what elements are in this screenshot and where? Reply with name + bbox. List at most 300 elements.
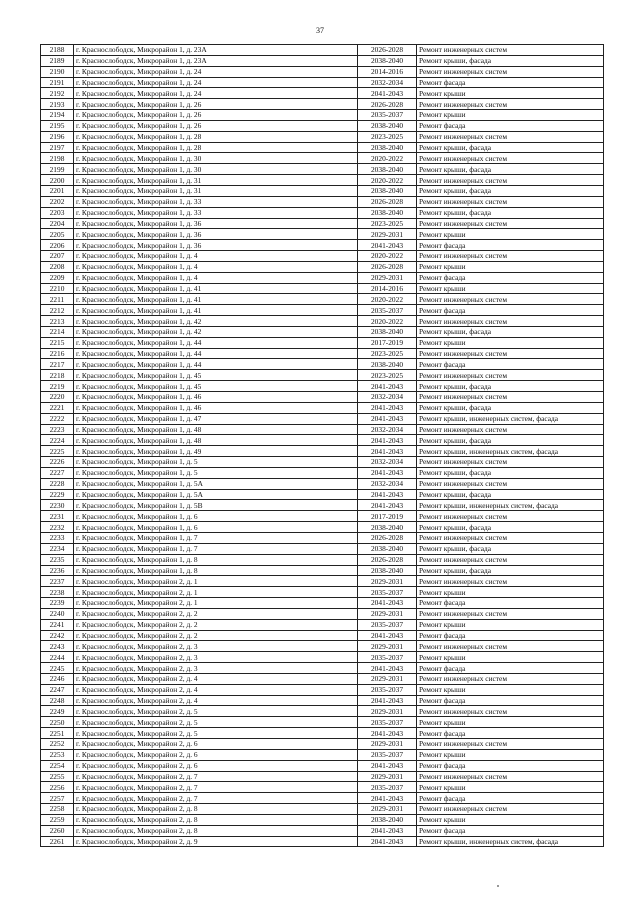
table-row: [41, 695, 604, 706]
row-number-cell: 2206: [41, 240, 74, 251]
row-number-cell: 2235: [41, 554, 74, 565]
address-cell: г. Краснослободск, Микрорайон 2, д. 5: [74, 728, 358, 739]
row-number-cell: 2197: [41, 142, 74, 153]
work-type-cell: Ремонт инженерных систем: [417, 739, 604, 750]
work-type-cell: Ремонт крыши: [417, 587, 604, 598]
address-cell: г. Краснослободск, Микрорайон 2, д. 8: [74, 804, 358, 815]
row-number-cell: 2188: [41, 45, 74, 56]
period-cell: 2026-2028: [358, 532, 417, 543]
table-row: [41, 207, 604, 218]
table-row: [41, 760, 604, 771]
table-row: [41, 446, 604, 457]
work-type-cell: Ремонт инженерных систем: [417, 348, 604, 359]
period-cell: 2020-2022: [358, 294, 417, 305]
period-cell: 2023-2025: [358, 370, 417, 381]
work-type-cell: Ремонт инженерных систем: [417, 511, 604, 522]
period-cell: 2020-2022: [358, 175, 417, 186]
table-row: [41, 467, 604, 478]
row-number-cell: 2250: [41, 717, 74, 728]
address-cell: г. Краснослободск, Микрорайон 1, д. 45: [74, 370, 358, 381]
work-type-cell: Ремонт инженерных систем: [417, 673, 604, 684]
address-cell: г. Краснослободск, Микрорайон 1, д. 49: [74, 446, 358, 457]
address-cell: г. Краснослободск, Микрорайон 1, д. 8: [74, 565, 358, 576]
address-cell: г. Краснослободск, Микрорайон 2, д. 4: [74, 695, 358, 706]
period-cell: 2035-2037: [358, 782, 417, 793]
table-row: [41, 45, 604, 56]
row-number-cell: 2220: [41, 392, 74, 403]
row-number-cell: 2257: [41, 793, 74, 804]
table-row: [41, 392, 604, 403]
address-cell: г. Краснослободск, Микрорайон 2, д. 5: [74, 706, 358, 717]
table-row: [41, 402, 604, 413]
page-number: 37: [316, 26, 324, 35]
work-type-cell: Ремонт крыши: [417, 749, 604, 760]
table-row: [41, 663, 604, 674]
work-type-cell: Ремонт крыши, фасада: [417, 185, 604, 196]
table-row: [41, 804, 604, 815]
address-cell: г. Краснослободск, Микрорайон 1, д. 42: [74, 326, 358, 337]
period-cell: 2014-2016: [358, 66, 417, 77]
row-number-cell: 2230: [41, 500, 74, 511]
period-cell: 2020-2022: [358, 251, 417, 262]
work-type-cell: Ремонт крыши, фасада: [417, 207, 604, 218]
table-row: [41, 836, 604, 847]
row-number-cell: 2214: [41, 326, 74, 337]
period-cell: 2041-2043: [358, 88, 417, 99]
table-row: [41, 185, 604, 196]
row-number-cell: 2204: [41, 218, 74, 229]
table-row: [41, 55, 604, 66]
period-cell: 2038-2040: [358, 543, 417, 554]
row-number-cell: 2261: [41, 836, 74, 847]
address-cell: г. Краснослободск, Микрорайон 1, д. 6: [74, 511, 358, 522]
row-number-cell: 2238: [41, 587, 74, 598]
work-type-cell: Ремонт фасада: [417, 272, 604, 283]
row-number-cell: 2240: [41, 608, 74, 619]
work-type-cell: Ремонт крыши: [417, 88, 604, 99]
period-cell: 2038-2040: [358, 120, 417, 131]
period-cell: 2035-2037: [358, 749, 417, 760]
work-type-cell: Ремонт фасада: [417, 630, 604, 641]
work-type-cell: Ремонт крыши: [417, 110, 604, 121]
table-row: [41, 543, 604, 554]
row-number-cell: 2222: [41, 413, 74, 424]
work-type-cell: Ремонт инженерных систем: [417, 45, 604, 56]
table-row: [41, 283, 604, 294]
period-cell: 2029-2031: [358, 706, 417, 717]
address-cell: г. Краснослободск, Микрорайон 1, д. 33: [74, 207, 358, 218]
address-cell: г. Краснослободск, Микрорайон 1, д. 5А: [74, 489, 358, 500]
address-cell: г. Краснослободск, Микрорайон 1, д. 4: [74, 272, 358, 283]
table-row: [41, 814, 604, 825]
work-type-cell: Ремонт крыши, фасада: [417, 522, 604, 533]
row-number-cell: 2255: [41, 771, 74, 782]
period-cell: 2041-2043: [358, 446, 417, 457]
address-cell: г. Краснослободск, Микрорайон 1, д. 31: [74, 185, 358, 196]
table-row: [41, 99, 604, 110]
table-row: [41, 500, 604, 511]
row-number-cell: 2195: [41, 120, 74, 131]
table-row: [41, 522, 604, 533]
table-row: [41, 370, 604, 381]
work-type-cell: Ремонт крыши, фасада: [417, 142, 604, 153]
row-number-cell: 2216: [41, 348, 74, 359]
period-cell: 2038-2040: [358, 326, 417, 337]
work-type-cell: Ремонт инженерных систем: [417, 370, 604, 381]
table-row: [41, 511, 604, 522]
work-type-cell: Ремонт инженерных систем: [417, 294, 604, 305]
table-row: [41, 294, 604, 305]
address-cell: г. Краснослободск, Микрорайон 1, д. 44: [74, 348, 358, 359]
period-cell: 2017-2019: [358, 337, 417, 348]
period-cell: 2041-2043: [358, 381, 417, 392]
address-cell: г. Краснослободск, Микрорайон 2, д. 2: [74, 608, 358, 619]
period-cell: 2041-2043: [358, 760, 417, 771]
work-type-cell: Ремонт крыши: [417, 283, 604, 294]
address-cell: г. Краснослободск, Микрорайон 1, д. 41: [74, 294, 358, 305]
period-cell: 2041-2043: [358, 825, 417, 836]
row-number-cell: 2244: [41, 652, 74, 663]
table-row: [41, 793, 604, 804]
period-cell: 2029-2031: [358, 771, 417, 782]
row-number-cell: 2246: [41, 673, 74, 684]
row-number-cell: 2239: [41, 598, 74, 609]
table-row: [41, 608, 604, 619]
period-cell: 2029-2031: [358, 576, 417, 587]
row-number-cell: 2223: [41, 424, 74, 435]
work-type-cell: Ремонт фасада: [417, 663, 604, 674]
table-row: [41, 272, 604, 283]
work-type-cell: Ремонт инженерных систем: [417, 706, 604, 717]
address-cell: г. Краснослободск, Микрорайон 1, д. 24: [74, 77, 358, 88]
table-row: [41, 598, 604, 609]
work-type-cell: Ремонт крыши, фасада: [417, 435, 604, 446]
row-number-cell: 2208: [41, 261, 74, 272]
period-cell: 2041-2043: [358, 467, 417, 478]
table-row: [41, 717, 604, 728]
row-number-cell: 2227: [41, 467, 74, 478]
table-row: [41, 88, 604, 99]
work-type-cell: Ремонт инженерных систем: [417, 424, 604, 435]
row-number-cell: 2247: [41, 684, 74, 695]
period-cell: 2017-2019: [358, 511, 417, 522]
work-type-cell: Ремонт крыши, фасада: [417, 164, 604, 175]
table-row: [41, 554, 604, 565]
table-row: [41, 77, 604, 88]
row-number-cell: 2215: [41, 337, 74, 348]
table-row: [41, 532, 604, 543]
period-cell: 2026-2028: [358, 99, 417, 110]
work-type-cell: Ремонт инженерных систем: [417, 251, 604, 262]
work-type-cell: Ремонт крыши, фасада: [417, 381, 604, 392]
table-row: [41, 316, 604, 327]
period-cell: 2023-2025: [358, 218, 417, 229]
work-type-cell: Ремонт фасада: [417, 728, 604, 739]
address-cell: г. Краснослободск, Микрорайон 2, д. 1: [74, 587, 358, 598]
period-cell: 2035-2037: [358, 652, 417, 663]
period-cell: 2029-2031: [358, 272, 417, 283]
row-number-cell: 2245: [41, 663, 74, 674]
row-number-cell: 2201: [41, 185, 74, 196]
work-type-cell: Ремонт крыши: [417, 619, 604, 630]
work-type-cell: Ремонт крыши, фасада: [417, 565, 604, 576]
period-cell: 2035-2037: [358, 717, 417, 728]
work-type-cell: Ремонт крыши, фасада: [417, 326, 604, 337]
work-type-cell: Ремонт крыши: [417, 684, 604, 695]
period-cell: 2032-2034: [358, 478, 417, 489]
address-cell: г. Краснослободск, Микрорайон 2, д. 6: [74, 749, 358, 760]
table-row: [41, 153, 604, 164]
work-type-cell: Ремонт крыши, инженерных систем, фасада: [417, 500, 604, 511]
table-row: [41, 413, 604, 424]
address-cell: г. Краснослободск, Микрорайон 2, д. 2: [74, 619, 358, 630]
address-cell: г. Краснослободск, Микрорайон 1, д. 24: [74, 66, 358, 77]
address-cell: г. Краснослободск, Микрорайон 1, д. 48: [74, 424, 358, 435]
work-type-cell: Ремонт инженерных систем: [417, 392, 604, 403]
row-number-cell: 2259: [41, 814, 74, 825]
work-type-cell: Ремонт крыши, инженерных систем, фасада: [417, 413, 604, 424]
row-number-cell: 2256: [41, 782, 74, 793]
work-type-cell: Ремонт крыши, фасада: [417, 543, 604, 554]
work-type-cell: Ремонт инженерных систем: [417, 532, 604, 543]
work-type-cell: Ремонт фасада: [417, 825, 604, 836]
period-cell: 2041-2043: [358, 435, 417, 446]
address-cell: г. Краснослободск, Микрорайон 2, д. 1: [74, 576, 358, 587]
table-row: [41, 565, 604, 576]
period-cell: 2035-2037: [358, 587, 417, 598]
period-cell: 2032-2034: [358, 392, 417, 403]
row-number-cell: 2199: [41, 164, 74, 175]
period-cell: 2029-2031: [358, 229, 417, 240]
row-number-cell: 2225: [41, 446, 74, 457]
address-cell: г. Краснослободск, Микрорайон 1, д. 47: [74, 413, 358, 424]
row-number-cell: 2258: [41, 804, 74, 815]
address-cell: г. Краснослободск, Микрорайон 1, д. 24: [74, 88, 358, 99]
address-cell: г. Краснослободск, Микрорайон 1, д. 5: [74, 457, 358, 468]
row-number-cell: 2237: [41, 576, 74, 587]
period-cell: 2038-2040: [358, 207, 417, 218]
address-cell: г. Краснослободск, Микрорайон 1, д. 26: [74, 120, 358, 131]
period-cell: 2038-2040: [358, 565, 417, 576]
address-cell: г. Краснослободск, Микрорайон 2, д. 5: [74, 717, 358, 728]
period-cell: 2041-2043: [358, 240, 417, 251]
row-number-cell: 2213: [41, 316, 74, 327]
period-cell: 2029-2031: [358, 804, 417, 815]
table-row: [41, 196, 604, 207]
table-row: [41, 229, 604, 240]
period-cell: 2032-2034: [358, 77, 417, 88]
row-number-cell: 2203: [41, 207, 74, 218]
address-cell: г. Краснослободск, Микрорайон 1, д. 48: [74, 435, 358, 446]
address-cell: г. Краснослободск, Микрорайон 1, д. 41: [74, 283, 358, 294]
table-row: [41, 348, 604, 359]
row-number-cell: 2221: [41, 402, 74, 413]
table-row: [41, 218, 604, 229]
row-number-cell: 2193: [41, 99, 74, 110]
period-cell: 2041-2043: [358, 500, 417, 511]
address-cell: г. Краснослободск, Микрорайон 1, д. 26: [74, 99, 358, 110]
period-cell: 2038-2040: [358, 814, 417, 825]
period-cell: 2032-2034: [358, 457, 417, 468]
row-number-cell: 2218: [41, 370, 74, 381]
repair-schedule-table: [40, 44, 604, 847]
period-cell: 2041-2043: [358, 663, 417, 674]
period-cell: 2041-2043: [358, 728, 417, 739]
row-number-cell: 2251: [41, 728, 74, 739]
work-type-cell: Ремонт инженерных систем: [417, 554, 604, 565]
period-cell: 2029-2031: [358, 608, 417, 619]
row-number-cell: 2229: [41, 489, 74, 500]
address-cell: г. Краснослободск, Микрорайон 2, д. 3: [74, 641, 358, 652]
table-row: [41, 175, 604, 186]
period-cell: 2029-2031: [358, 673, 417, 684]
row-number-cell: 2211: [41, 294, 74, 305]
address-cell: г. Краснослободск, Микрорайон 1, д. 30: [74, 153, 358, 164]
row-number-cell: 2252: [41, 739, 74, 750]
row-number-cell: 2241: [41, 619, 74, 630]
address-cell: г. Краснослободск, Микрорайон 1, д. 45: [74, 381, 358, 392]
work-type-cell: Ремонт крыши, фасада: [417, 402, 604, 413]
address-cell: г. Краснослободск, Микрорайон 1, д. 23А: [74, 55, 358, 66]
period-cell: 2041-2043: [358, 413, 417, 424]
address-cell: г. Краснослободск, Микрорайон 1, д. 46: [74, 402, 358, 413]
work-type-cell: Ремонт крыши: [417, 782, 604, 793]
address-cell: г. Краснослободск, Микрорайон 2, д. 1: [74, 598, 358, 609]
address-cell: г. Краснослободск, Микрорайон 1, д. 7: [74, 543, 358, 554]
address-cell: г. Краснослободск, Микрорайон 2, д. 2: [74, 630, 358, 641]
work-type-cell: Ремонт крыши, фасада: [417, 489, 604, 500]
table-row: [41, 728, 604, 739]
address-cell: г. Краснослободск, Микрорайон 1, д. 31: [74, 175, 358, 186]
address-cell: г. Краснослободск, Микрорайон 1, д. 5В: [74, 500, 358, 511]
table-row: [41, 164, 604, 175]
work-type-cell: Ремонт крыши, инженерных систем, фасада: [417, 836, 604, 847]
address-cell: г. Краснослободск, Микрорайон 2, д. 8: [74, 825, 358, 836]
table-row: [41, 673, 604, 684]
work-type-cell: Ремонт фасада: [417, 695, 604, 706]
work-type-cell: Ремонт крыши, инженерных систем, фасада: [417, 446, 604, 457]
address-cell: г. Краснослободск, Микрорайон 1, д. 8: [74, 554, 358, 565]
row-number-cell: 2189: [41, 55, 74, 66]
row-number-cell: 2260: [41, 825, 74, 836]
period-cell: 2020-2022: [358, 316, 417, 327]
period-cell: 2026-2028: [358, 45, 417, 56]
row-number-cell: 2224: [41, 435, 74, 446]
period-cell: 2041-2043: [358, 402, 417, 413]
period-cell: 2026-2028: [358, 261, 417, 272]
address-cell: г. Краснослободск, Микрорайон 1, д. 4: [74, 261, 358, 272]
table-row: [41, 576, 604, 587]
row-number-cell: 2253: [41, 749, 74, 760]
row-number-cell: 2200: [41, 175, 74, 186]
work-type-cell: Ремонт инженерных систем: [417, 316, 604, 327]
row-number-cell: 2248: [41, 695, 74, 706]
work-type-cell: Ремонт крыши: [417, 337, 604, 348]
work-type-cell: Ремонт фасада: [417, 77, 604, 88]
table-row: [41, 424, 604, 435]
period-cell: 2038-2040: [358, 55, 417, 66]
address-cell: г. Краснослободск, Микрорайон 1, д. 36: [74, 218, 358, 229]
row-number-cell: 2210: [41, 283, 74, 294]
work-type-cell: Ремонт крыши, фасада: [417, 467, 604, 478]
table-row: [41, 771, 604, 782]
work-type-cell: Ремонт крыши: [417, 229, 604, 240]
work-type-cell: Ремонт фасада: [417, 793, 604, 804]
period-cell: 2026-2028: [358, 196, 417, 207]
table-row: [41, 587, 604, 598]
table-row: [41, 326, 604, 337]
address-cell: г. Краснослободск, Микрорайон 1, д. 33: [74, 196, 358, 207]
work-type-cell: Ремонт инженерных систем: [417, 131, 604, 142]
address-cell: г. Краснослободск, Микрорайон 2, д. 6: [74, 739, 358, 750]
period-cell: 2032-2034: [358, 424, 417, 435]
address-cell: г. Краснослободск, Микрорайон 1, д. 46: [74, 392, 358, 403]
row-number-cell: 2228: [41, 478, 74, 489]
period-cell: 2038-2040: [358, 164, 417, 175]
period-cell: 2041-2043: [358, 489, 417, 500]
row-number-cell: 2254: [41, 760, 74, 771]
work-type-cell: Ремонт фасада: [417, 598, 604, 609]
work-type-cell: Ремонт фасада: [417, 305, 604, 316]
work-type-cell: Ремонт фасада: [417, 240, 604, 251]
work-type-cell: Ремонт инженерных систем: [417, 804, 604, 815]
table-row: [41, 457, 604, 468]
row-number-cell: 2231: [41, 511, 74, 522]
work-type-cell: Ремонт инженерных систем: [417, 641, 604, 652]
period-cell: 2029-2031: [358, 739, 417, 750]
table-row: [41, 749, 604, 760]
period-cell: 2041-2043: [358, 836, 417, 847]
table-row: [41, 110, 604, 121]
work-type-cell: Ремонт инженерных систем: [417, 175, 604, 186]
address-cell: г. Краснослободск, Микрорайон 2, д. 3: [74, 663, 358, 674]
work-type-cell: Ремонт инженерных систем: [417, 218, 604, 229]
address-cell: г. Краснослободск, Микрорайон 1, д. 41: [74, 305, 358, 316]
work-type-cell: Ремонт инженерных систем: [417, 196, 604, 207]
table-row: [41, 630, 604, 641]
address-cell: г. Краснослободск, Микрорайон 1, д. 7: [74, 532, 358, 543]
table-row: [41, 706, 604, 717]
work-type-cell: Ремонт инженерных систем: [417, 608, 604, 619]
table-row: [41, 435, 604, 446]
address-cell: г. Краснослободск, Микрорайон 1, д. 36: [74, 240, 358, 251]
row-number-cell: 2202: [41, 196, 74, 207]
address-cell: г. Краснослободск, Микрорайон 2, д. 7: [74, 793, 358, 804]
table-row: [41, 619, 604, 630]
row-number-cell: 2219: [41, 381, 74, 392]
table-row: [41, 381, 604, 392]
row-number-cell: 2190: [41, 66, 74, 77]
table-row: [41, 337, 604, 348]
row-number-cell: 2233: [41, 532, 74, 543]
work-type-cell: Ремонт фасада: [417, 359, 604, 370]
work-type-cell: Ремонт фасада: [417, 760, 604, 771]
row-number-cell: 2194: [41, 110, 74, 121]
table-row: [41, 251, 604, 262]
row-number-cell: 2232: [41, 522, 74, 533]
row-number-cell: 2236: [41, 565, 74, 576]
work-type-cell: Ремонт инженерных систем: [417, 771, 604, 782]
address-cell: г. Краснослободск, Микрорайон 1, д. 23А: [74, 45, 358, 56]
work-type-cell: Ремонт крыши, фасада: [417, 55, 604, 66]
address-cell: г. Краснослободск, Микрорайон 2, д. 4: [74, 673, 358, 684]
row-number-cell: 2243: [41, 641, 74, 652]
address-cell: г. Краснослободск, Микрорайон 1, д. 28: [74, 142, 358, 153]
row-number-cell: 2198: [41, 153, 74, 164]
work-type-cell: Ремонт инженерных систем: [417, 99, 604, 110]
row-number-cell: 2192: [41, 88, 74, 99]
address-cell: г. Краснослободск, Микрорайон 2, д. 3: [74, 652, 358, 663]
